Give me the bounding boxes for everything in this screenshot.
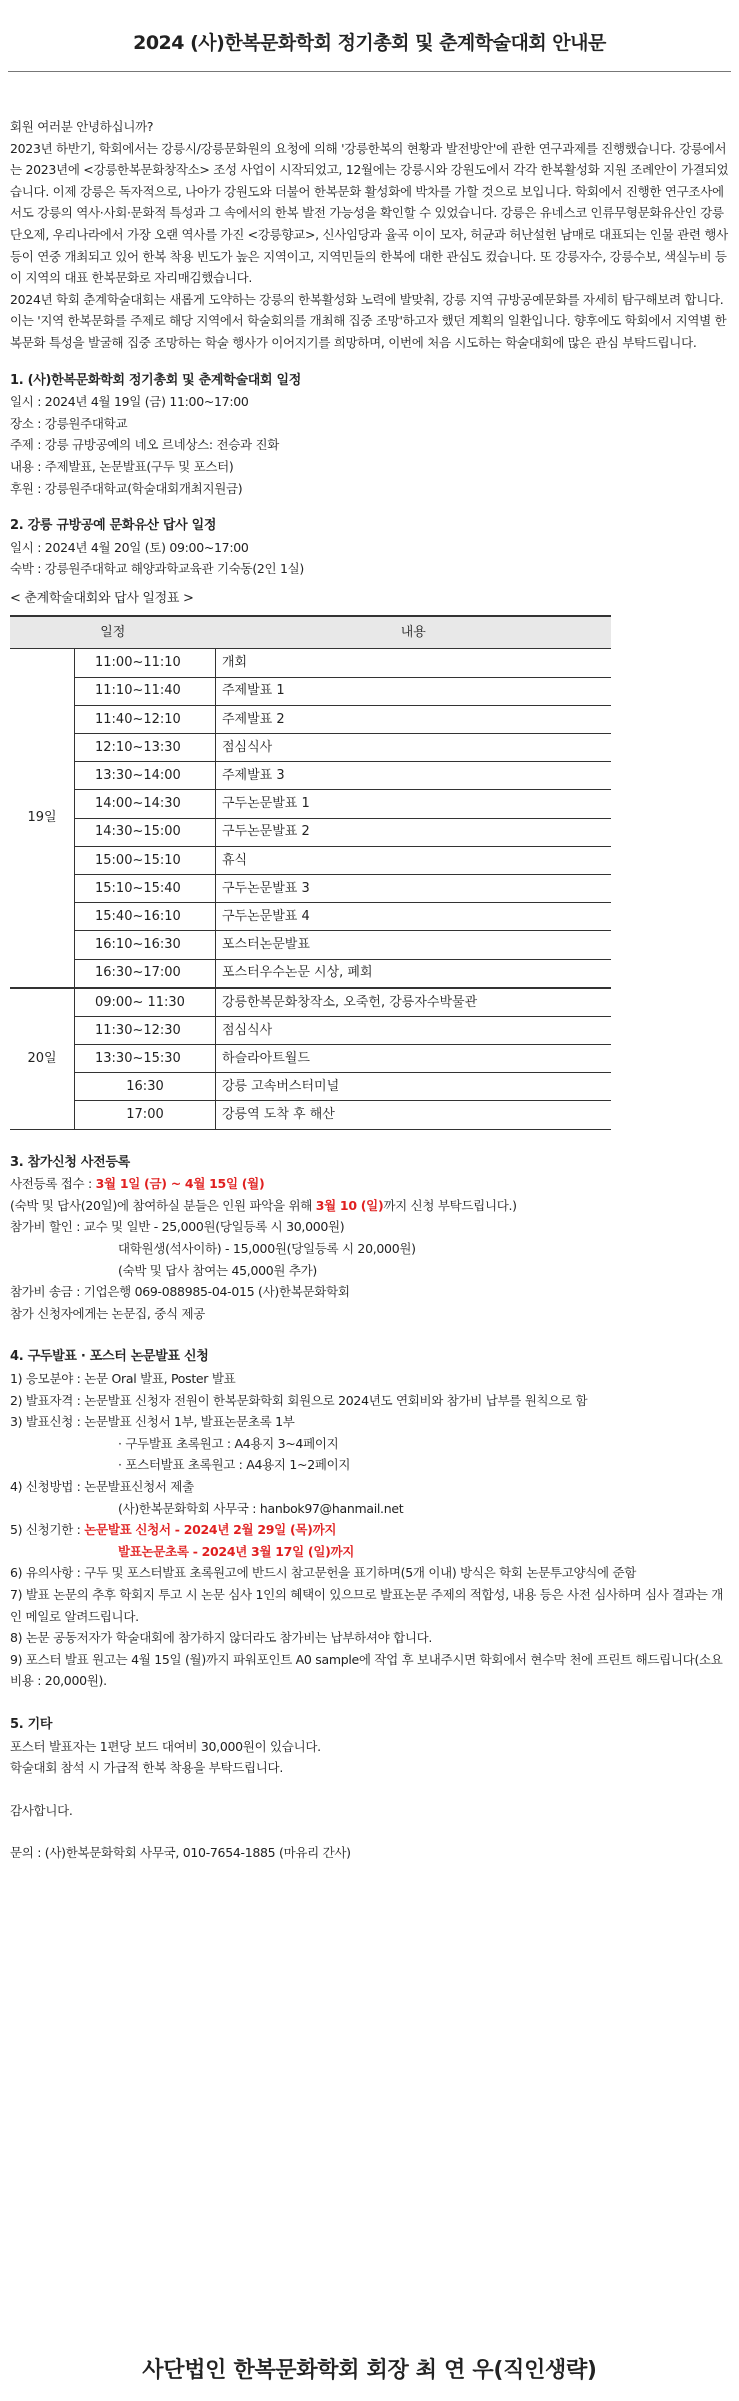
- table-row: [10, 1073, 611, 1101]
- signature-line: 사단법인 한복문화학회 회장 최 연 우(직인생략): [142, 2358, 597, 2383]
- content-cell: 포스터논문발표: [216, 931, 612, 959]
- sec4-item-2: 2) 발표자격 : 논문발표 신청자 전원이 한복문화학회 회원으로 2024년도 연회비와 참가비 납부를 원칙으로 함: [10, 1392, 588, 1408]
- note-prefix: (숙박 및 답사(20일)에 참여하실 분들은 인원 파악을 위해: [10, 1197, 316, 1213]
- deadline-abstract: 발표논문초록 - 2024년 3월 17일 (일)까지: [118, 1543, 355, 1559]
- note-deadline: 3월 10 (일): [315, 1197, 384, 1213]
- content-cell: 주제발표 2: [216, 705, 612, 733]
- time-cell: 14:00~14:30: [75, 790, 216, 818]
- content-cell: 포스터우수논문 시상, 폐회: [216, 959, 612, 988]
- content-cell: 구두논문발표 3: [216, 874, 612, 902]
- sec4-item-6: 6) 유의사항 : 구두 및 포스터발표 초록원고에 반드시 참고문헌을 표기하며(5개 이내) 방식은 학회 논문투고양식에 준함: [10, 1565, 637, 1581]
- table-row: [10, 988, 611, 1017]
- document-body: [10, 116, 730, 1864]
- time-cell: 15:40~16:10: [75, 903, 216, 931]
- time-cell: 16:30~17:00: [75, 959, 216, 988]
- time-cell: 11:10~11:40: [75, 677, 216, 705]
- table-row: [10, 903, 611, 931]
- table-row: [10, 677, 611, 705]
- sec4-item-8: 8) 논문 공동저자가 학술대회에 참가하지 않더라도 참가비는 납부하셔야 합니다.: [10, 1630, 433, 1646]
- content-cell: 주제발표 1: [216, 677, 612, 705]
- table-row: [10, 1101, 611, 1129]
- page-title: 2024 (사)한복문화학회 정기총회 및 춘계학술대회 안내문: [133, 32, 606, 54]
- day-cell: 19일: [10, 649, 75, 988]
- time-cell: 12:10~13:30: [75, 734, 216, 762]
- table-row: [10, 790, 611, 818]
- time-cell: 13:30~15:30: [75, 1045, 216, 1073]
- sec4-item-9: 9) 포스터 발표 원고는 4월 15일 (월)까지 파워포인트 A0 sample에 작업 후 보내주시면 학회에서 현수막 천에 프린트 해드립니다(소요비용 : 20,000원).: [10, 1651, 723, 1689]
- deadline-application: 논문발표 신청서 - 2024년 2월 29일 (목)까지: [84, 1522, 337, 1538]
- time-cell: 15:10~15:40: [75, 874, 216, 902]
- sec4-item-3a: · 구두발표 초록원고 : A4용지 3~4페이지: [118, 1435, 339, 1451]
- sec4-item-7: 7) 발표 논문의 추후 학회지 투고 시 논문 심사 1인의 혜택이 있으므로 발표논문 주제의 적합성, 내용 등은 사전 심사하며 심사 결과는 개인 메일로 알려드립니다.: [10, 1586, 724, 1624]
- prereg-dates: 3월 1일 (금) ~ 4월 15일 (월): [95, 1176, 265, 1192]
- content-cell: 휴식: [216, 846, 612, 874]
- content-cell: 하슬라아트월드: [216, 1045, 612, 1073]
- day1-rows: [10, 649, 611, 988]
- content-cell: 주제발표 3: [216, 762, 612, 790]
- header-content: 내용: [216, 616, 612, 649]
- sec4-item-3: 3) 발표신청 : 논문발표 신청서 1부, 발표논문초록 1부: [10, 1414, 295, 1430]
- sec4-item-4: 4) 신청방법 : 논문발표신청서 제출: [10, 1478, 194, 1494]
- section-4-heading: 4. 구두발표 · 포스터 논문발표 신청: [10, 1349, 209, 1365]
- prereg-label: 사전등록 접수 :: [10, 1176, 96, 1192]
- table-row: [10, 734, 611, 762]
- sec1-sponsor: 후원 : 강릉원주대학교(학술대회개최지원금): [10, 480, 243, 496]
- table-row: [10, 846, 611, 874]
- intro-paragraph-1: 2023년 하반기, 학회에서는 강릉시/강릉문화원의 요청에 의해 '강릉한복의 현황과 발전방안'에 관한 연구과제를 진행했습니다. 강릉에서는 2023년에 <강릉한복문화창작소> 조성 사업이 시작되었고, 12월에는 강릉시와 강원도에서 각각 한복활성화 지원 조례안이 가결되었습니다. 이제 강릉은 독자적으로, 나아가 강원도와 더불어 한복문화 활성화에 박차를 가할 것으로 보입니다. 학회에서 진행한 연구조사에서도 강릉의 역사·사회·문화적 특성과 그 속에서의 한복 발전 가능성을 확인할 수 있었습니다. 강릉은 유네스코 인류무형문화유산인 강릉단오제, 우리나라에서 가장 오랜 역사를 가진 <강릉향교>, 신사임당과 율곡 이이 모자, 허균과 허난설헌 남매로 대표되는 인물 관련 행사 등이 연중 개최되고 있어 한복 착용 빈도가 높은 지역이고, 지역민들의 한복에 대한 관심도 컸습니다. 또 강릉자수, 강릉수보, 색실누비 등이 지역의 대표 한복문화로 자리매김했습니다.: [10, 140, 729, 286]
- table-row: [10, 959, 611, 988]
- note-suffix: 까지 신청 부탁드립니다.): [383, 1197, 517, 1213]
- table-header-row: [10, 616, 611, 649]
- content-cell: 점심식사: [216, 734, 612, 762]
- table-row: [10, 818, 611, 846]
- time-cell: 11:30~12:30: [75, 1016, 216, 1044]
- participant-gift: 참가 신청자에게는 논문집, 중식 제공: [10, 1305, 205, 1321]
- thanks-text: 감사합니다.: [10, 1802, 73, 1818]
- lodging-note: [10, 1195, 730, 1217]
- sec4-item-1: 1) 응모분야 : 논문 Oral 발표, Poster 발표: [10, 1371, 236, 1386]
- table-row: [10, 1045, 611, 1073]
- table-row: [10, 874, 611, 902]
- fee-student: 대학원생(석사이하) - 15,000원(당일등록 시 20,000원): [118, 1241, 416, 1257]
- section-3-heading: 3. 참가신청 사전등록: [10, 1154, 130, 1170]
- time-cell: 11:40~12:10: [75, 705, 216, 733]
- sec1-content: 내용 : 주제발표, 논문발표(구두 및 포스터): [10, 458, 234, 474]
- time-cell: 11:00~11:10: [75, 649, 216, 677]
- time-cell: 17:00: [75, 1101, 216, 1129]
- day-cell: 20일: [10, 988, 75, 1129]
- sec1-date: 일시 : 2024년 4월 19일 (금) 11:00~17:00: [10, 394, 249, 410]
- content-cell: 강릉역 도착 후 해산: [216, 1101, 612, 1129]
- table-row: [10, 931, 611, 959]
- table-row: [10, 705, 611, 733]
- time-cell: 13:30~14:00: [75, 762, 216, 790]
- content-cell: 구두논문발표 4: [216, 903, 612, 931]
- content-cell: 구두논문발표 2: [216, 818, 612, 846]
- intro-section: [10, 116, 730, 354]
- contact-info: 문의 : (사)한복문화학회 사무국, 010-7654-1885 (마유리 간사): [10, 1845, 351, 1861]
- time-cell: 14:30~15:00: [75, 818, 216, 846]
- time-cell: 16:30: [75, 1073, 216, 1101]
- content-cell: 개회: [216, 649, 612, 677]
- title-divider: [8, 71, 731, 72]
- section-1-heading: 1. (사)한복문화학회 정기총회 및 춘계학술대회 일정: [10, 372, 301, 388]
- deadline-label: 5) 신청기한 :: [10, 1522, 85, 1538]
- time-cell: 15:00~15:10: [75, 846, 216, 874]
- content-cell: 강릉한복문화창작소, 오죽헌, 강릉자수박물관: [216, 988, 612, 1017]
- table-row: [10, 649, 611, 677]
- sec2-lodging: 숙박 : 강릉원주대학교 해양과학교육관 기숙동(2인 1실): [10, 561, 305, 577]
- content-cell: 강릉 고속버스터미널: [216, 1073, 612, 1101]
- sec2-date: 일시 : 2024년 4월 20일 (토) 09:00~17:00: [10, 539, 249, 555]
- greeting: 회원 여러분 안녕하십니까?: [10, 119, 154, 134]
- content-cell: 점심식사: [216, 1016, 612, 1044]
- time-cell: 09:00~ 11:30: [75, 988, 216, 1017]
- header-schedule: 일정: [10, 616, 216, 649]
- schedule-title: < 춘계학술대회와 답사 일정표 >: [10, 590, 194, 606]
- fee-general: 참가비 할인 : 교수 및 일반 - 25,000원(당일등록 시 30,000원): [10, 1219, 345, 1235]
- sec1-venue: 장소 : 강릉원주대학교: [10, 415, 128, 431]
- prereg-line: [10, 1173, 730, 1195]
- sec4-item-5: [10, 1519, 730, 1541]
- fee-account: 참가비 송금 : 기업은행 069-088985-04-015 (사)한복문화학회: [10, 1284, 350, 1300]
- fee-extra: (숙박 및 답사 참여는 45,000원 추가): [118, 1262, 317, 1278]
- sec4-item-3b: · 포스터발표 초록원고 : A4용지 1~2페이지: [118, 1457, 351, 1473]
- table-row: [10, 1016, 611, 1044]
- sec4-item-5b: [10, 1541, 730, 1563]
- sec4-item-4a: (사)한복문화학회 사무국 : hanbok97@hanmail.net: [118, 1500, 404, 1516]
- day2-rows: [10, 988, 611, 1129]
- section-2-heading: 2. 강릉 규방공예 문화유산 답사 일정: [10, 518, 217, 534]
- sec5-item-1: 포스터 발표자는 1편당 보드 대여비 30,000원이 있습니다.: [10, 1738, 321, 1754]
- table-row: [10, 762, 611, 790]
- section-5-heading: 5. 기타: [10, 1716, 53, 1732]
- time-cell: 16:10~16:30: [75, 931, 216, 959]
- sec1-theme: 주제 : 강릉 규방공예의 네오 르네상스: 전승과 진화: [10, 437, 280, 453]
- sec5-item-2: 학술대회 참석 시 가급적 한복 착용을 부탁드립니다.: [10, 1760, 283, 1776]
- intro-paragraph-2: 2024년 학회 춘계학술대회는 새롭게 도약하는 강릉의 한복활성화 노력에 발맞춰, 강릉 지역 규방공예문화를 자세히 탐구해보려 합니다. 이는 '지역 한복문화를 주제로 해당 지역에서 학술회의를 개최해 집중 조망'하고자 했던 계획의 일환입니다. 향후에도 학회에서 지역별 한복문화 특성을 발굴해 집중 조망하는 학술 행사가 이어지기를 희망하며, 이번에 처음 시도하는 학술대회에 많은 관심 부탁드립니다.: [10, 291, 727, 350]
- schedule-table: [10, 615, 611, 1129]
- content-cell: 구두논문발표 1: [216, 790, 612, 818]
